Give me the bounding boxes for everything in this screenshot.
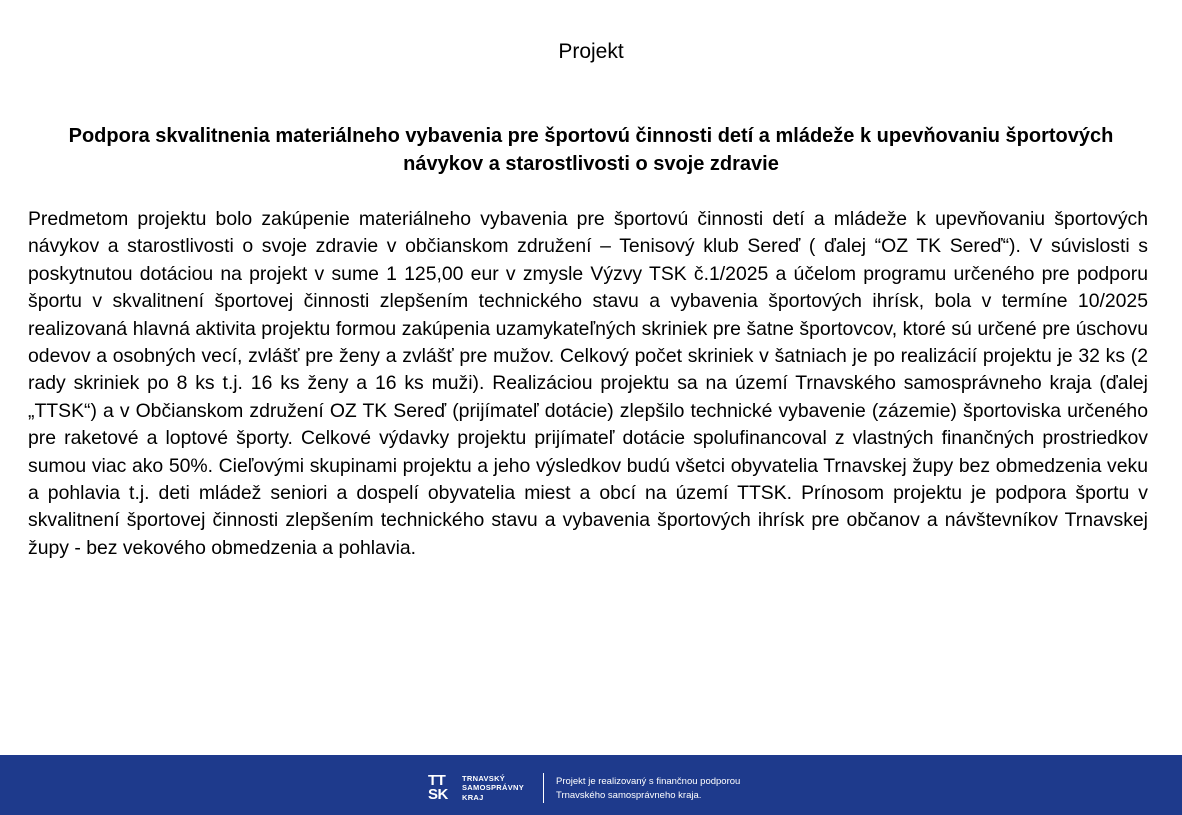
- logo-text-line-2: SAMOSPRÁVNY: [462, 783, 525, 793]
- project-description: Predmetom projektu bolo zakúpenie materiálneho vybavenia pre športovú činnosti detí a mládeže k upevňovaniu športových návykov a starostlivosti o svoje zdravie v občianskom združení – Tenisový klub Sereď ( ďalej “OZ TK Sereď“). V súvislosti s poskytnutou dotáciou na projekt v sume 1 125,00 eur v zmysle Výzvy TSK č.1/2025 a účelom programu určeného pre podporu športu v skvalitnení športovej činnosti zlepšením technického stavu a vybavenia športových ihrísk, bola v termíne 10/2025 realizovaná hlavná aktivita projektu formou zakúpenia uzamykateľných skriniek pre šatne športovcov, ktoré sú určené pre úschovu odevov a osobných vecí, zvlášť pre ženy a zvlášť pre mužov. Celkový počet skriniek v šatniach je po realizácií projektu je 32 ks (2 rady skriniek po 8 ks t.j. 16 ks ženy a 16 ks muži). Realizáciou projektu sa na území Trnavského samosprávneho kraja (ďalej „TTSK“) a v Občianskom združení OZ TK Sereď (prijímateľ dotácie) zlepšilo technické vybavenie (zázemie) športoviska určeného pre raketové a loptové športy. Celkové výdavky projektu prijímateľ dotácie spolufinancoval z vlastných finančných prostriedkov sumou viac ako 50%. Cieľovými skupinami projektu a jeho výsledkov budú všetci obyvatelia Trnavskej župy bez obmedzenia veku a pohlavia t.j. deti mládež seniori a dospelí obyvatelia miest a obcí na území TTSK. Prínosom projektu je podpora športu v skvalitnení športovej činnosti zlepšením technického stavu a vybavenia športových ihrísk pre občanov a návštevníkov Trnavskej župy - bez vekového obmedzenia a pohlavia.: [28, 208, 1148, 559]
- logo-mark-bottom: SK: [428, 786, 448, 803]
- funding-note: [556, 775, 740, 803]
- ttsk-logo-mark: [428, 774, 456, 802]
- ttsk-logo: [428, 771, 538, 805]
- logo-text-line-1: TRNAVSKÝ: [462, 773, 506, 783]
- funding-note-line-2: Trnavského samosprávneho kraja.: [556, 790, 702, 801]
- footer-banner: [0, 755, 1182, 815]
- project-title: Podpora skvalitnenia materiálneho vybavenia pre športovú činnosti detí a mládeže k upevňovaniu športových návykov a starostlivosti o svoje zdravie: [68, 125, 1114, 175]
- ttsk-logo-text: [462, 774, 524, 803]
- page-heading: Projekt: [558, 40, 624, 63]
- footer-divider: [543, 773, 544, 803]
- logo-mark-top: TT: [428, 772, 446, 789]
- funding-note-line-1: Projekt je realizovaný s finančnou podporou: [556, 776, 741, 787]
- logo-text-line-3: KRAJ: [462, 792, 484, 802]
